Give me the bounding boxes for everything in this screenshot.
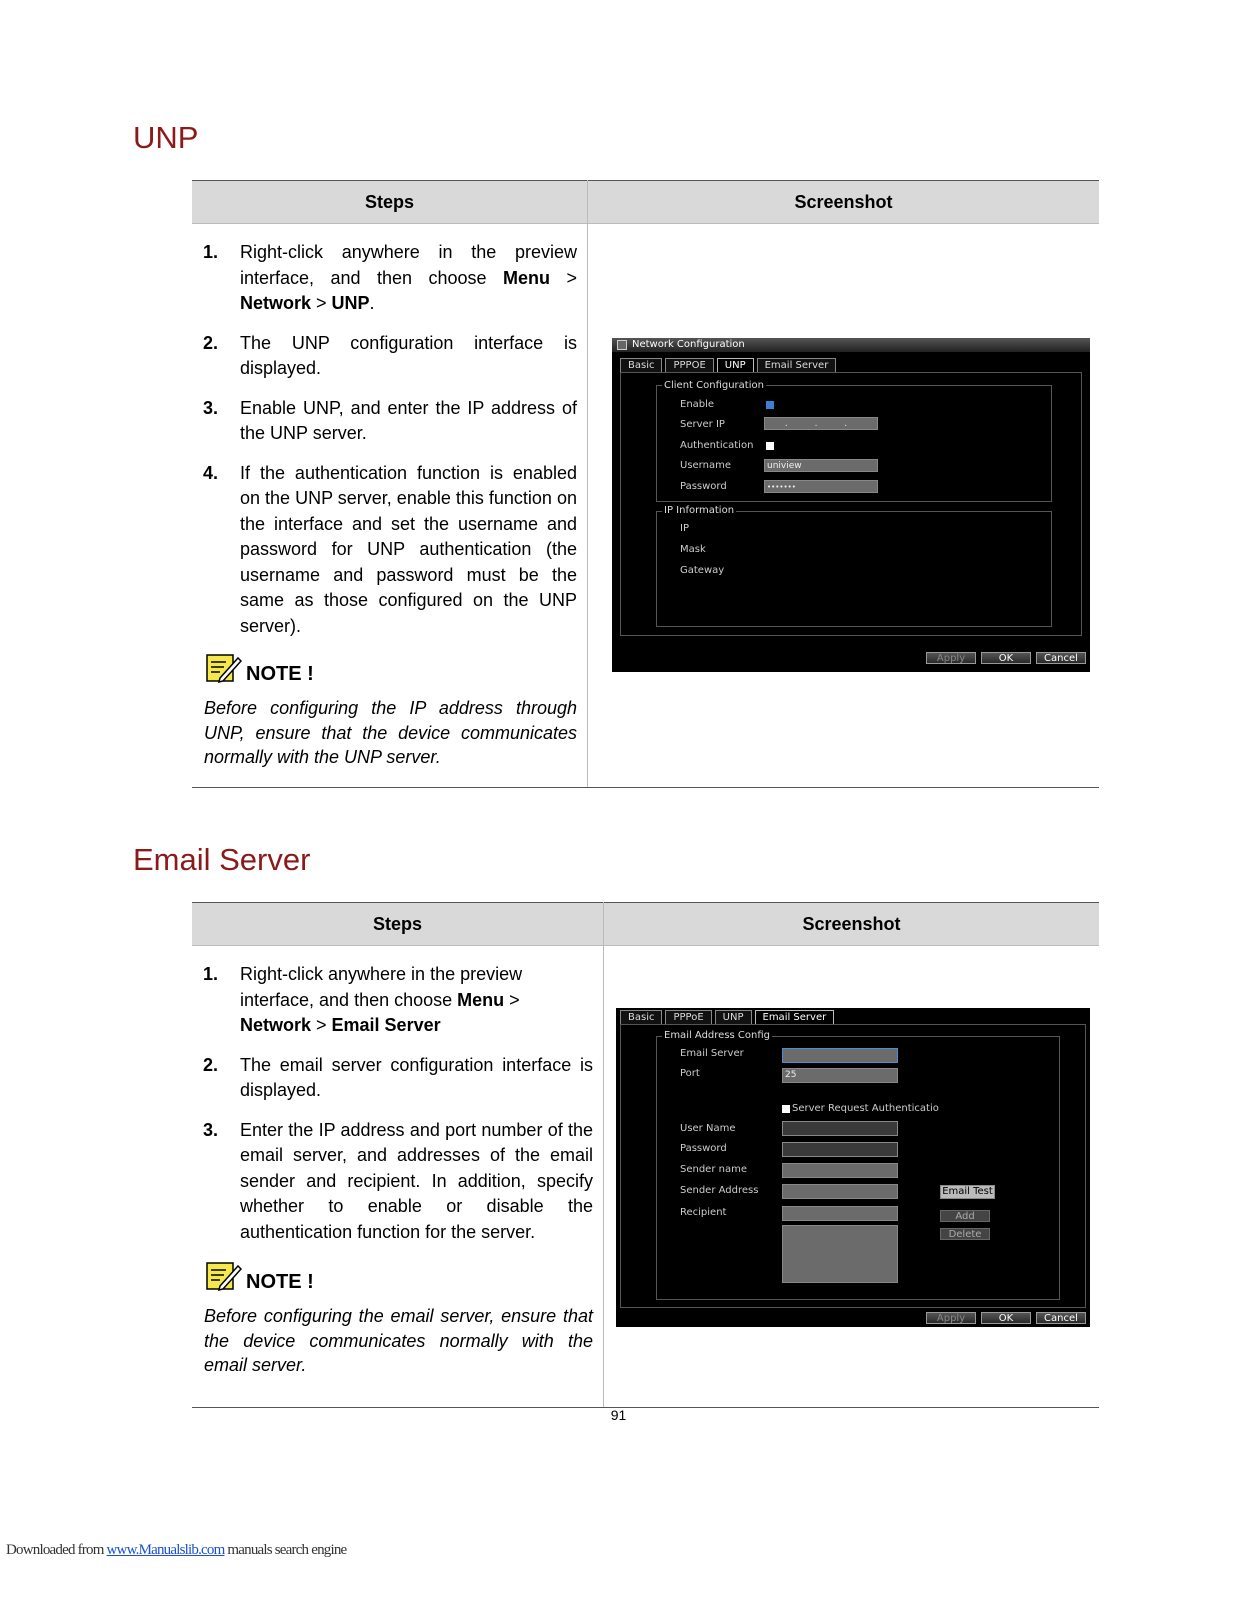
steps-header: Steps xyxy=(192,903,604,946)
email-server-input[interactable] xyxy=(782,1048,898,1063)
step-item: 4. If the authentication function is enabled on the UNP server, enable this function on the interface and set the username and password for UNP authentication (the username and password must be the same as those configured on the UNP server). xyxy=(203,462,577,636)
recipient-label: Recipient xyxy=(680,1207,727,1218)
section-title-unp: UNP xyxy=(133,120,199,155)
section-title-email-server: Email Server xyxy=(133,842,311,877)
window-title-bar: Network Configuration xyxy=(612,338,1090,352)
step-item: 3. Enter the IP address and port number of the email server, and addresses of the email sender and recipient. In addition, specify whether to enable or disable the authentication function for the server. xyxy=(203,1119,593,1242)
tab-email-server[interactable]: Email Server xyxy=(755,1010,835,1024)
screenshot-header: Screenshot xyxy=(604,903,1100,946)
enable-checkbox[interactable] xyxy=(766,401,774,409)
tab-email-server[interactable]: Email Server xyxy=(757,358,837,372)
unp-config-screenshot xyxy=(612,338,1090,672)
step-list xyxy=(192,240,587,639)
screenshot-header: Screenshot xyxy=(588,181,1100,224)
mask-label: Mask xyxy=(680,544,706,555)
note-pencil-icon xyxy=(206,652,242,684)
ip-label: IP xyxy=(680,523,689,534)
sender-address-input[interactable] xyxy=(782,1184,898,1199)
email-address-legend: Email Address Config xyxy=(664,1030,771,1041)
user-name-label: User Name xyxy=(680,1123,736,1134)
gateway-label: Gateway xyxy=(680,565,725,576)
port-input[interactable]: 25 xyxy=(782,1068,898,1083)
note-text: Before configuring the email server, ensure that the device communicates normally with the email server. xyxy=(204,1306,593,1375)
email-server-label: Email Server xyxy=(680,1048,744,1059)
apply-button[interactable]: Apply xyxy=(926,1312,976,1324)
note-label: NOTE ! xyxy=(246,663,314,685)
password-input[interactable]: ••••••• xyxy=(764,480,878,493)
enable-label: Enable xyxy=(680,399,715,410)
note-label: NOTE ! xyxy=(246,1271,314,1293)
tab-pppoe[interactable]: PPPOE xyxy=(665,358,713,372)
server-auth-label: Server Request Authenticatio xyxy=(792,1103,939,1114)
delete-button[interactable]: Delete xyxy=(940,1228,990,1240)
cancel-button[interactable]: Cancel xyxy=(1036,1312,1086,1324)
password-label: Password xyxy=(680,1143,727,1154)
username-label: Username xyxy=(680,460,731,471)
step-item: 2. The email server configuration interface is displayed. xyxy=(203,1054,593,1100)
password-label: Password xyxy=(680,481,727,492)
note-text: Before configuring the IP address through UNP, ensure that the device communicates normally with the UNP server. xyxy=(204,698,577,767)
cancel-button[interactable]: Cancel xyxy=(1036,652,1086,664)
email-test-button[interactable]: Email Test xyxy=(940,1185,995,1199)
apply-button[interactable]: Apply xyxy=(926,652,976,664)
ok-button[interactable]: OK xyxy=(981,1312,1031,1324)
tab-bar xyxy=(620,358,839,372)
client-config-legend: Client Configuration xyxy=(664,380,764,391)
note-heading xyxy=(206,649,587,686)
note-heading xyxy=(206,1257,603,1294)
steps-header: Steps xyxy=(192,181,588,224)
recipient-list[interactable] xyxy=(782,1225,898,1283)
recipient-input[interactable] xyxy=(782,1206,898,1221)
tab-pppoe[interactable]: PPPoE xyxy=(665,1010,711,1024)
manualslib-link[interactable]: www.Manualslib.com xyxy=(106,1542,225,1558)
username-input[interactable]: uniview xyxy=(764,459,878,472)
window-icon xyxy=(617,340,627,350)
password-input[interactable] xyxy=(782,1142,898,1157)
tab-unp[interactable]: UNP xyxy=(715,1010,752,1024)
email-config-screenshot xyxy=(616,1008,1090,1327)
tab-basic[interactable]: Basic xyxy=(620,1010,662,1024)
authentication-label: Authentication xyxy=(680,440,754,451)
sender-name-input[interactable] xyxy=(782,1163,898,1178)
ok-button[interactable]: OK xyxy=(981,652,1031,664)
tab-basic[interactable]: Basic xyxy=(620,358,662,372)
page-number: 91 xyxy=(610,1407,627,1423)
step-item: 1. Right-click anywhere in the preview interface, and then choose Menu > Network > UNP. xyxy=(203,242,577,313)
footer-suffix: manuals search engine xyxy=(224,1542,347,1558)
sender-name-label: Sender name xyxy=(680,1164,747,1175)
server-ip-label: Server IP xyxy=(680,419,725,430)
footer xyxy=(6,1542,346,1559)
server-ip-input[interactable]: . . . xyxy=(764,417,878,430)
add-button[interactable]: Add xyxy=(940,1210,990,1222)
authentication-checkbox[interactable] xyxy=(766,442,774,450)
note-pencil-icon xyxy=(206,1260,242,1292)
step-list xyxy=(192,962,603,1245)
step-item: 3. Enable UNP, and enter the IP address of the UNP server. xyxy=(203,397,577,443)
user-name-input[interactable] xyxy=(782,1121,898,1136)
port-label: Port xyxy=(680,1068,700,1079)
footer-prefix: Downloaded from xyxy=(6,1542,107,1558)
tab-bar xyxy=(620,1010,837,1024)
step-item: 2. The UNP configuration interface is displayed. xyxy=(203,332,577,378)
sender-address-label: Sender Address xyxy=(680,1185,759,1196)
server-auth-checkbox[interactable] xyxy=(782,1105,790,1113)
step-item: 1. Right-click anywhere in the preview interface, and then choose Menu > Network > Email Server xyxy=(203,964,523,1035)
ip-info-legend: IP Information xyxy=(664,505,735,516)
tab-unp[interactable]: UNP xyxy=(717,358,754,372)
